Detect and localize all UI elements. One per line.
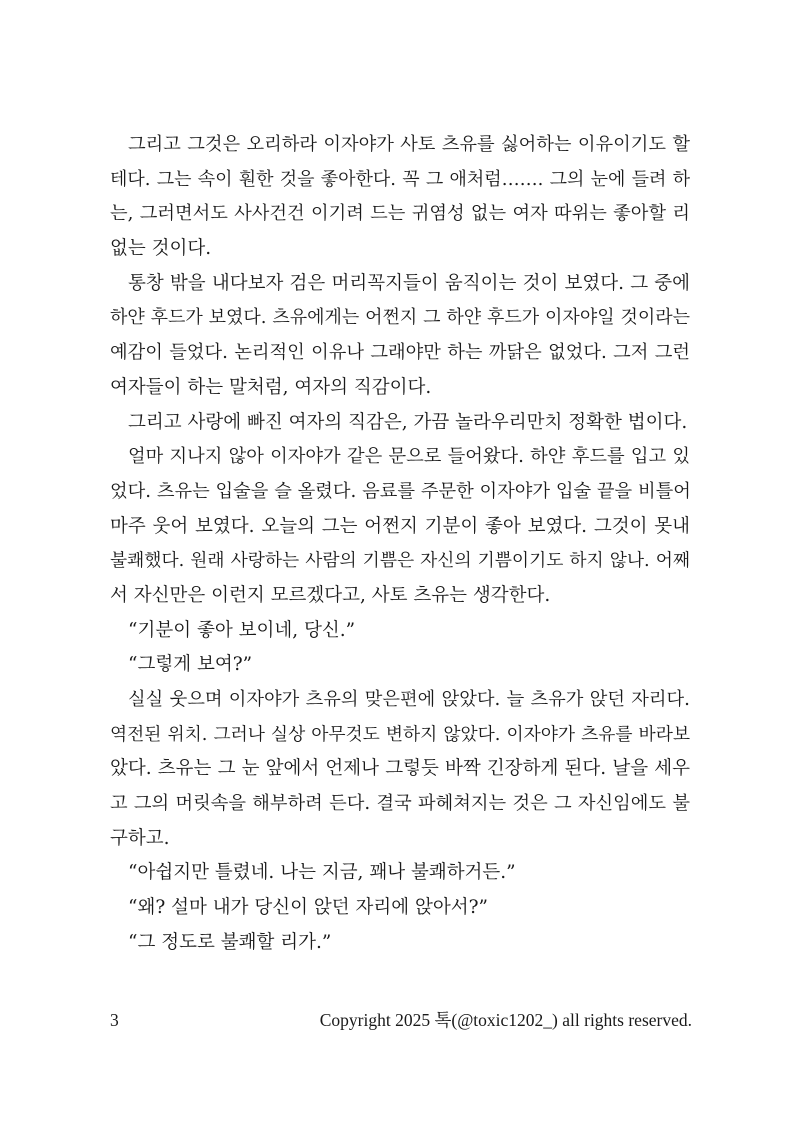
- text-line: “그렇게 보여?”: [128, 654, 253, 676]
- page-number: 3: [110, 1010, 119, 1030]
- text-line: 그리고 사랑에 빠진 여자의 직감은, 가끔 놀라우리만치 정확한 법이다.: [128, 411, 688, 433]
- text-line: 불쾌했다. 원래 사랑하는 사람의 기쁨은 자신의 기쁨이기도 하지 않나. 어째: [110, 551, 690, 572]
- text-line: 테다. 그는 속이 훤한 것을 좋아한다. 꼭 그 애처럼……. 그의 눈에 들려 하: [110, 168, 690, 190]
- text-line: 는, 그러면서도 사사건건 이기려 드는 귀염성 없는 여자 따위는 좋아할 리: [110, 203, 690, 225]
- page-footer: [110, 1005, 692, 1035]
- text-line: 았다. 츠유는 그 눈 앞에서 언제나 그렇듯 바짝 긴장하게 된다. 날을 세우: [110, 758, 690, 780]
- text-line: “그 정도로 불쾌할 리가.”: [128, 931, 332, 953]
- text-line: 없는 것이다.: [110, 238, 212, 260]
- text-line: “왜? 설마 내가 당신이 앉던 자리에 앉아서?”: [128, 897, 488, 919]
- text-line: 그리고 그것은 오리하라 이자야가 사토 츠유를 싫어하는 이유이기도 할: [128, 134, 690, 155]
- text-line: 고 그의 머릿속을 해부하려 든다. 결국 파헤쳐지는 것은 그 자신임에도 불: [110, 793, 690, 815]
- text-line: 하얀 후드가 보였다. 츠유에게는 어쩐지 그 하얀 후드가 이자야일 것이라는: [110, 307, 690, 329]
- text-line: 통창 밖을 내다보자 검은 머리꼭지들이 움직이는 것이 보였다. 그 중에: [128, 272, 690, 294]
- text-line: 예감이 들었다. 논리적인 이유나 그래야만 하는 까닭은 없었다. 그저 그런: [110, 342, 690, 364]
- text-line: 여자들이 하는 말처럼, 여자의 직감이다.: [110, 376, 432, 398]
- text-line: 실실 웃으며 이자야가 츠유의 맞은편에 앉았다. 늘 츠유가 앉던 자리다.: [128, 689, 690, 710]
- copyright-notice: Copyright 2025 톡(@toxic1202_) all rights reserved.: [319, 1010, 692, 1030]
- body-text: [110, 128, 690, 961]
- text-line: 마주 웃어 보였다. 오늘의 그는 어쩐지 기분이 좋아 보였다. 그것이 못내: [110, 515, 690, 537]
- text-line: 서 자신만은 이런지 모르겠다고, 사토 츠유는 생각한다.: [110, 584, 551, 606]
- text-line: “기분이 좋아 보이네, 당신.”: [128, 619, 356, 641]
- text-line: 었다. 츠유는 입술을 슬 올렸다. 음료를 주문한 이자야가 입술 끝을 비틀어: [110, 480, 691, 502]
- text-line: 얼마 지나지 않아 이자야가 같은 문으로 들어왔다. 하얀 후드를 입고 있: [128, 446, 690, 468]
- text-line: 역전된 위치. 그러나 실상 아무것도 변하지 않았다. 이자야가 츠유를 바라보: [110, 724, 690, 745]
- text-line: 구하고.: [110, 827, 170, 849]
- text-line: “아쉽지만 틀렸네. 나는 지금, 꽤나 불쾌하거든.”: [128, 862, 516, 884]
